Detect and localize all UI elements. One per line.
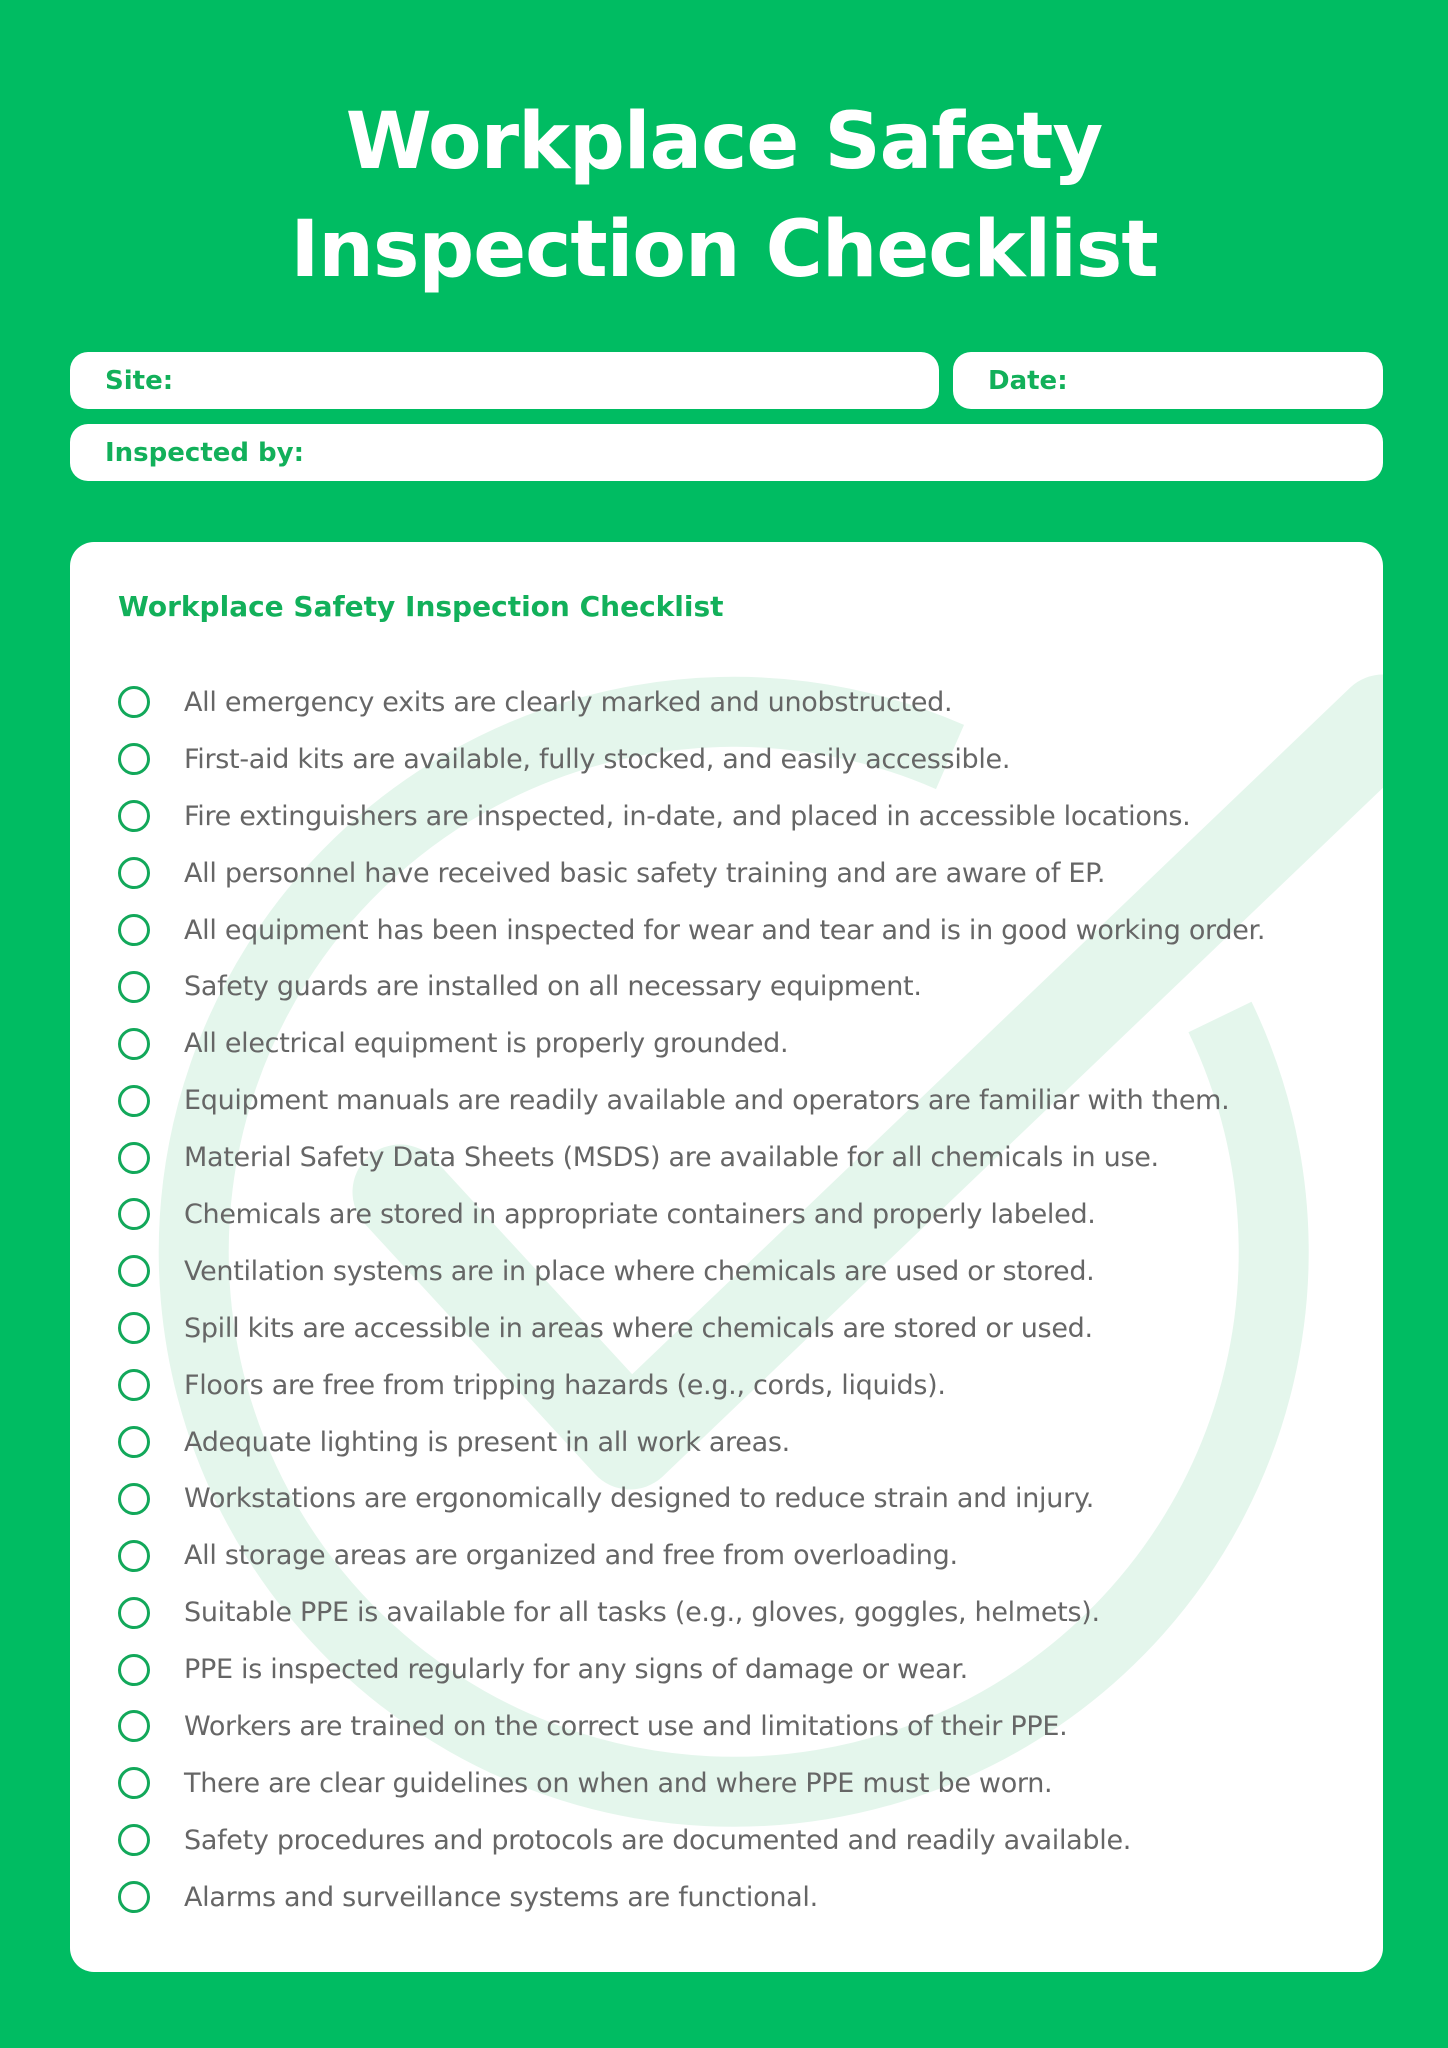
checkbox-circle-icon[interactable] — [118, 1483, 150, 1515]
checkbox-circle-icon[interactable] — [118, 1767, 150, 1799]
checklist-item-label: All equipment has been inspected for wear and tear and is in good working order. — [184, 914, 1266, 946]
checkbox-circle-icon[interactable] — [118, 1881, 150, 1913]
inspected-by-label: Inspected by: — [105, 437, 304, 468]
checklist-item — [118, 1755, 1265, 1812]
checklist-item — [118, 1243, 1265, 1300]
checkbox-circle-icon[interactable] — [118, 800, 150, 832]
checklist-item — [118, 674, 1265, 731]
checklist-item — [118, 1869, 1265, 1926]
checkbox-circle-icon[interactable] — [118, 1198, 150, 1230]
checklist-item-label: All personnel have received basic safety training and are aware of EP. — [184, 857, 1106, 889]
checkbox-circle-icon[interactable] — [118, 1142, 150, 1174]
site-label: Site: — [105, 365, 174, 396]
checkbox-circle-icon[interactable] — [118, 1028, 150, 1060]
checklist-item — [118, 1414, 1265, 1471]
checklist-item-label: Workstations are ergonomically designed to reduce strain and injury. — [184, 1483, 1094, 1515]
title-line-1: Workplace Safety — [345, 97, 1103, 187]
checklist-card — [70, 542, 1383, 1972]
checklist-item-label: Alarms and surveillance systems are functional. — [184, 1881, 818, 1913]
checkbox-circle-icon[interactable] — [118, 1369, 150, 1401]
checklist-item — [118, 1015, 1265, 1072]
checklist-item-label: All emergency exits are clearly marked and unobstructed. — [184, 686, 953, 718]
checkbox-circle-icon[interactable] — [118, 743, 150, 775]
checklist-item-label: Material Safety Data Sheets (MSDS) are available for all chemicals in use. — [184, 1142, 1159, 1174]
date-field[interactable] — [953, 352, 1383, 409]
checklist-item — [118, 1072, 1265, 1129]
checkbox-circle-icon[interactable] — [118, 1085, 150, 1117]
checklist-item — [118, 958, 1265, 1015]
checklist-item-label: Ventilation systems are in place where chemicals are used or stored. — [184, 1255, 1095, 1287]
checkbox-circle-icon[interactable] — [118, 1312, 150, 1344]
checklist-item-label: Floors are free from tripping hazards (e.g., cords, liquids). — [184, 1369, 946, 1401]
checklist-item-label: Equipment manuals are readily available and operators are familiar with them. — [184, 1085, 1230, 1117]
checklist-item — [118, 1470, 1265, 1527]
checklist-item-label: Safety guards are installed on all necessary equipment. — [184, 971, 922, 1003]
date-label: Date: — [988, 365, 1068, 396]
checklist-item-label: All electrical equipment is properly grounded. — [184, 1028, 789, 1060]
checklist-item — [118, 1812, 1265, 1869]
checklist-item — [118, 1641, 1265, 1698]
checklist-item — [118, 1698, 1265, 1755]
checkbox-circle-icon[interactable] — [118, 1540, 150, 1572]
checklist-item-label: Suitable PPE is available for all tasks (e.g., gloves, goggles, helmets). — [184, 1597, 1100, 1629]
checklist-item-label: Fire extinguishers are inspected, in-date, and placed in accessible locations. — [184, 800, 1191, 832]
checkbox-circle-icon[interactable] — [118, 914, 150, 946]
checklist-item — [118, 845, 1265, 902]
checkbox-circle-icon[interactable] — [118, 971, 150, 1003]
checklist-item-label: All storage areas are organized and free from overloading. — [184, 1540, 958, 1572]
checklist-item — [118, 1300, 1265, 1357]
checklist-item — [118, 1527, 1265, 1584]
checklist-item — [118, 788, 1265, 845]
checkbox-circle-icon[interactable] — [118, 1597, 150, 1629]
checklist-item-label: Spill kits are accessible in areas where chemicals are stored or used. — [184, 1312, 1093, 1344]
checkbox-circle-icon[interactable] — [118, 857, 150, 889]
checklist-item-label: There are clear guidelines on when and where PPE must be worn. — [184, 1767, 1053, 1799]
checklist-item — [118, 1129, 1265, 1186]
checklist-item-label: Chemicals are stored in appropriate containers and properly labeled. — [184, 1198, 1096, 1230]
checklist-item — [118, 1186, 1265, 1243]
checkbox-circle-icon[interactable] — [118, 1654, 150, 1686]
checklist-item — [118, 902, 1265, 959]
checkbox-circle-icon[interactable] — [118, 1710, 150, 1742]
checklist-item-label: Adequate lighting is present in all work areas. — [184, 1426, 790, 1458]
title-line-2: Inspection Checklist — [290, 205, 1158, 295]
checklist-item-label: Workers are trained on the correct use and limitations of their PPE. — [184, 1710, 1068, 1742]
site-field[interactable] — [70, 352, 939, 409]
checkbox-circle-icon[interactable] — [118, 1255, 150, 1287]
checklist — [118, 674, 1265, 1926]
checkbox-circle-icon[interactable] — [118, 1426, 150, 1458]
inspected-by-field[interactable] — [70, 424, 1383, 481]
checklist-item-label: First-aid kits are available, fully stocked, and easily accessible. — [184, 743, 1011, 775]
checkbox-circle-icon[interactable] — [118, 1824, 150, 1856]
checkbox-circle-icon[interactable] — [118, 686, 150, 718]
checklist-item — [118, 731, 1265, 788]
checklist-title: Workplace Safety Inspection Checklist — [118, 590, 724, 623]
checklist-item-label: PPE is inspected regularly for any signs of damage or wear. — [184, 1654, 968, 1686]
checklist-item-label: Safety procedures and protocols are documented and readily available. — [184, 1824, 1132, 1856]
page-title — [0, 88, 1448, 304]
checklist-item — [118, 1357, 1265, 1414]
checklist-item — [118, 1584, 1265, 1641]
